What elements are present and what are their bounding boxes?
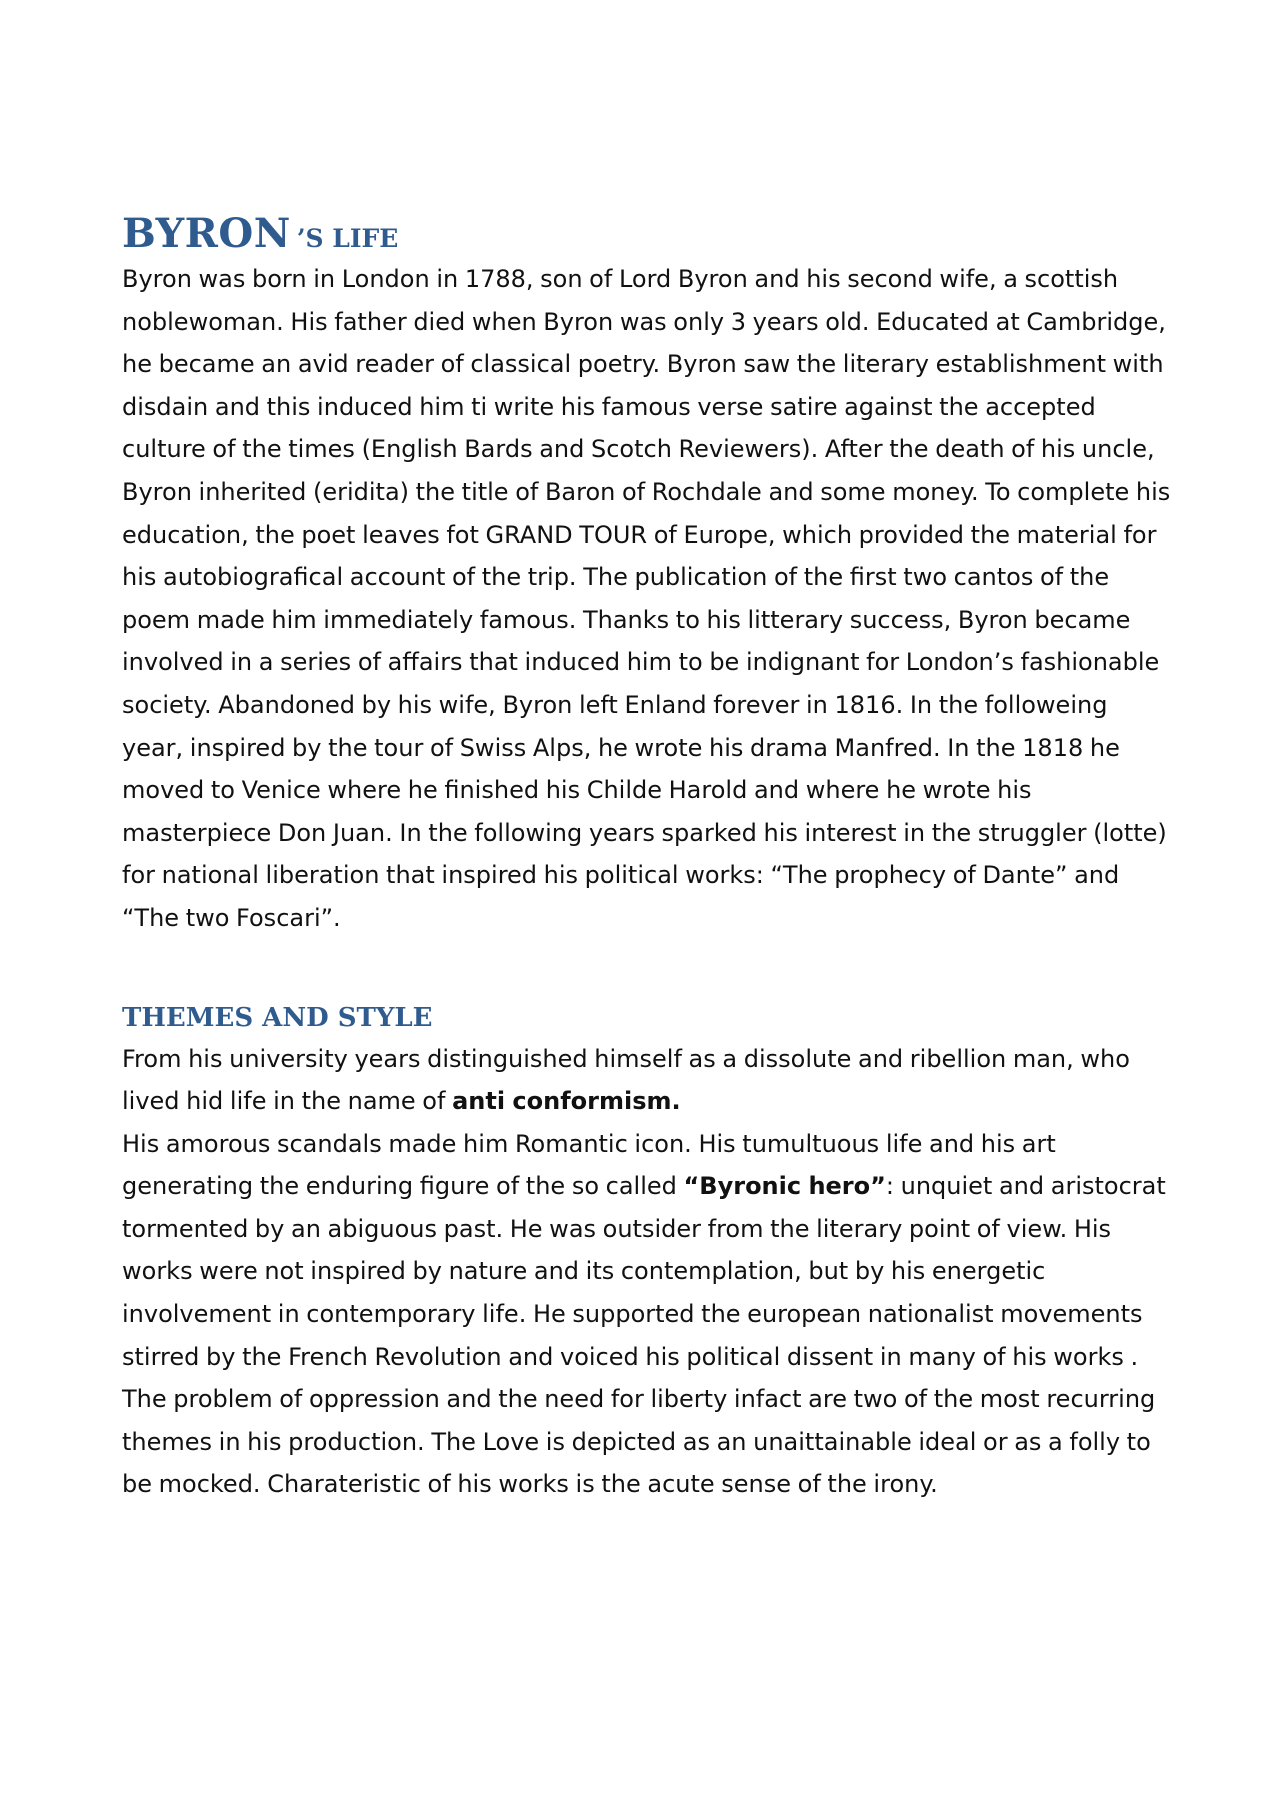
- themes-p2-text-after: : unquiet and aristocrat tormented by an abiguous past. He was outsider from the literary point of view. His works were not inspired by nature and its contemplation, but by his energetic involvement in contemporary life. He supported the european nationalist movements stirred by the French Revolution and voiced his political dissent in many of his works . The problem of oppression and the need for liberty infact are two of the most recurring themes in his production. The Love is depicted as an unaittainable ideal or as a folly to be mocked. Charateristic of his works is the acute sense of the irony.: [122, 1172, 1166, 1499]
- section-title-byrons-life: [122, 210, 1172, 258]
- themes-p2-bold: “Byronic hero”: [683, 1172, 886, 1201]
- themes-paragraph-1: [122, 1038, 1172, 1123]
- document-content: [122, 210, 1172, 1506]
- themes-p2-text-before: His amorous scandals made him Romantic icon. His tumultuous life and his art generating the enduring figure of the so called: [122, 1129, 1056, 1201]
- themes-p1-bold: anti conformism.: [452, 1087, 681, 1116]
- themes-paragraph-2: [122, 1123, 1172, 1506]
- section-title-themes-and-style: THEMES AND STYLE: [122, 1002, 433, 1033]
- title-suffix: ’S LIFE: [296, 224, 399, 253]
- life-paragraph: Byron was born in London in 1788, son of Lord Byron and his second wife, a scottish noblewoman. His father died when Byron was only 3 years old. Educated at Cambridge, he became an avid reader of classical poetry. Byron saw the literary establishment with disdain and this induced him ti write his famous verse satire against the accepted culture of the times (English Bards and Scotch Reviewers). After the death of his uncle, Byron inherited (eridita) the title of Baron of Rochdale and some money. To complete his education, the poet leaves fot GRAND TOUR of Europe, which provided the material for his autobiografical account of the trip. The publication of the first two cantos of the poem made him immediately famous. Thanks to his litterary success, Byron became involved in a series of affairs that induced him to be indignant for London’s fashionable society. Abandoned by his wife, Byron left Enland forever in 1816. In the followeing year, inspired by the tour of Swiss Alps, he wrote his drama Manfred. In the 1818 he moved to Venice where he finished his Childe Harold and where he wrote his masterpiece Don Juan. In the following years sparked his interest in the struggler (lotte) for national liberation that inspired his political works: “The prophecy of Dante” and “The two Foscari”.: [122, 265, 1171, 932]
- themes-p1-text: From his university years distinguished himself as a dissolute and ribellion man, who lived hid life in the name of: [122, 1044, 1130, 1116]
- title-main: BYRON: [122, 210, 291, 257]
